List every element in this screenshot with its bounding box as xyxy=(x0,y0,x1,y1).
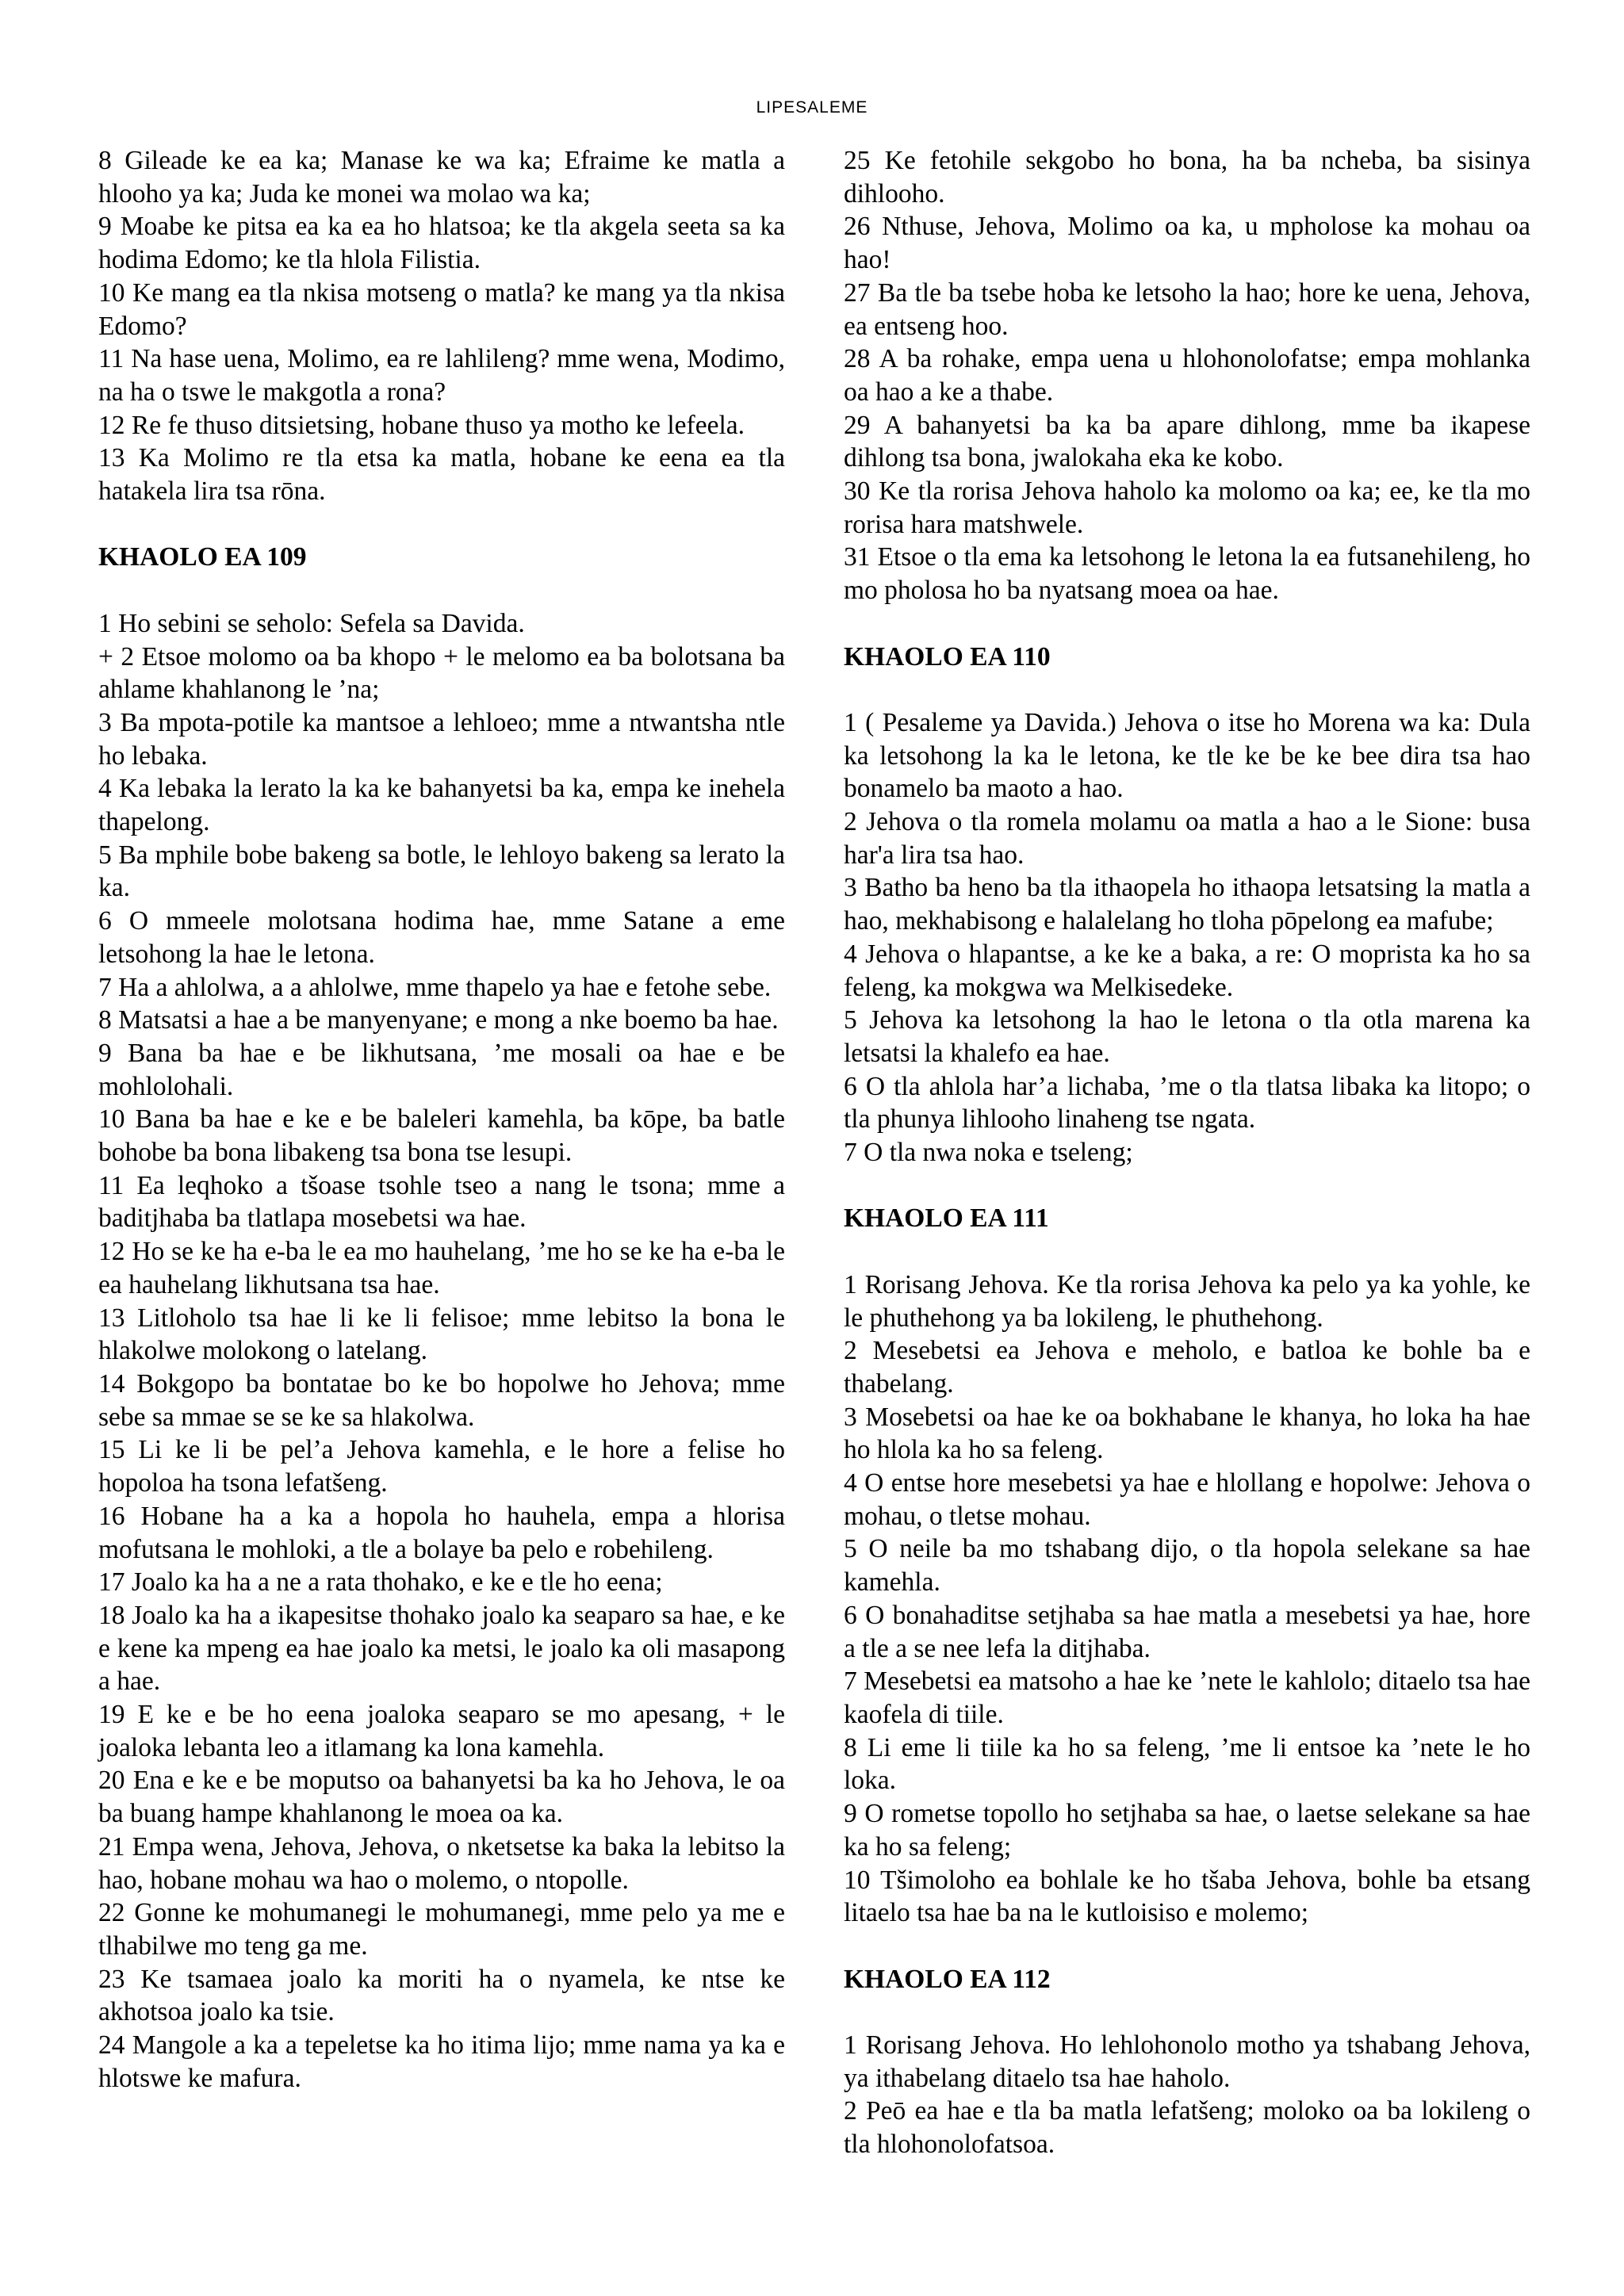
chapter-heading: KHAOLO EA 109 xyxy=(98,542,307,572)
verse: 4 Jehova o hlapantse, a ke ke a baka, a re: O moprista ka ho sa feleng, ka mokgwa wa Melkisedeke. xyxy=(844,939,1530,1002)
verse-list xyxy=(98,607,785,2095)
verse-list xyxy=(844,1269,1530,1930)
verse: 31 Etsoe o tla ema ka letsohong le letona la ea futsanehileng, ho mo pholosa ho ba nyatsang moea oa hae. xyxy=(844,542,1530,606)
verse: 27 Ba tle ba tsebe hoba ke letsoho la hao; hore ke uena, Jehova, ea entseng hoo. xyxy=(844,277,1530,341)
verse: 26 Nthuse, Jehova, Molimo oa ka, u mpholose ka mohau oa hao! xyxy=(844,212,1530,275)
verse: 1 ( Pesaleme ya Davida.) Jehova o itse ho Morena wa ka: Dula ka letsohong la ka le letona, ke tle ke be ke bee dira tsa hao bonamelo ba maoto a hao. xyxy=(844,707,1530,804)
verse: 4 Ka lebaka la lerato la ka ke bahanyetsi ba ka, empa ke inehela thapelong. xyxy=(98,774,785,837)
verse: 7 Mesebetsi ea matsoho a hae ke ’nete le kahlolo; ditaelo tsa hae kaofela di tiile. xyxy=(844,1667,1530,1729)
verse: 10 Ke mang ea tla nkisa motseng o matla? ke mang ya tla nkisa Edomo? xyxy=(98,277,785,341)
verse: 4 O entse hore mesebetsi ya hae e hlollang e hopolwe: Jehova o mohau, o tletse mohau. xyxy=(844,1468,1530,1531)
verse: 15 Li ke li be pel’a Jehova kamehla, e le hore a felise ho hopoloa ha tsona lefatšeng. xyxy=(98,1435,785,1498)
verse: 1 Ho sebini se seholo: Sefela sa Davida. xyxy=(98,608,525,638)
verse: 6 O bonahaditse setjhaba sa hae matla a mesebetsi ya hae, hore a tle a se nee lefa la ditjhaba. xyxy=(844,1600,1530,1663)
verse: 3 Batho ba heno ba tla ithaopela ho ithaopa letsatsing la matla a hao, mekhabisong e halalelang ho tloha pōpelong ea mafube; xyxy=(844,873,1530,936)
verse: 24 Mangole a ka a tepeletse ka ho itima lijo; mme nama ya ka e hlotswe ke mafura. xyxy=(98,2030,785,2093)
verse: 10 Tšimoloho ea bohlale ke ho tšaba Jehova, bohle ba etsang litaelo tsa hae ba na le kutloisiso e molemo; xyxy=(844,1865,1530,1928)
verse-list xyxy=(844,706,1530,1169)
verse: 3 Mosebetsi oa hae ke oa bokhabane le khanya, ho loka ha hae ho hlola ka ho sa feleng. xyxy=(844,1402,1530,1465)
right-column xyxy=(844,144,1530,2161)
verse-list xyxy=(844,2029,1530,2161)
verse: 16 Hobane ha a ka a hopola ho hauhela, empa a hlorisa mofutsana le mohloki, a tle a bolaye ba pelo e robehileng. xyxy=(98,1501,785,1564)
verse: 1 Rorisang Jehova. Ho lehlohonolo motho ya tshabang Jehova, ya ithabelang ditaelo tsa hae haholo. xyxy=(844,2030,1530,2093)
verse: 6 O tla ahlola har’a lichaba, ’me o tla tlatsa libaka ka litopo; o tla phunya lihlooho linaheng tse ngata. xyxy=(844,1071,1530,1135)
verse: 30 Ke tla rorisa Jehova haholo ka molomo oa ka; ee, ke tla mo rorisa hara matshwele. xyxy=(844,476,1530,539)
verse: 5 Ba mphile bobe bakeng sa botle, le lehloyo bakeng sa lerato la ka. xyxy=(98,840,785,903)
verse: 7 O tla nwa noka e tseleng; xyxy=(844,1138,1133,1168)
chapter-heading: KHAOLO EA 110 xyxy=(844,641,1051,672)
verse: 2 Peō ea hae e tla ba matla lefatšeng; moloko oa ba lokileng o tla hlohonolofatsoa. xyxy=(844,2096,1530,2160)
left-column xyxy=(98,144,785,2095)
verse: + 2 Etsoe molomo oa ba khopo + le melomo ea ba bolotsana ba ahlame khahlanong le ’na; xyxy=(98,641,785,705)
verse: 8 Matsatsi a hae a be manyenyane; e mong a nke boemo ba hae. xyxy=(98,1005,779,1035)
verse: 18 Joalo ka ha a ikapesitse thohako joalo ka seaparo sa hae, e ke e kene ka mpeng ea hae joalo ka metsi, le joalo ka oli masapong a hae. xyxy=(98,1600,785,1697)
verse: 6 O mmeele molotsana hodima hae, mme Satane a eme letsohong la hae le letona. xyxy=(98,906,785,969)
verse-list xyxy=(844,144,1530,607)
verse: 8 Li eme li tiile ka ho sa feleng, ’me li entsoe ka ’nete le ho loka. xyxy=(844,1732,1530,1796)
verse: 11 Ea leqhoko a tšoase tsohle tseo a nang le tsona; mme a baditjhaba ba tlatlapa mosebetsi wa hae. xyxy=(98,1170,785,1234)
verse: 11 Na hase uena, Molimo, ea re lahlileng? mme wena, Modimo, na ha o tswe le makgotla a rona? xyxy=(98,344,785,407)
verse: 9 Moabe ke pitsa ea ka ea ho hlatsoa; ke tla akgela seeta sa ka hodima Edomo; ke tla hlola Filistia. xyxy=(98,212,785,275)
verse: 23 Ke tsamaea joalo ka moriti ha o nyamela, ke ntse ke akhotsoa joalo ka tsie. xyxy=(98,1964,785,2027)
verse: 29 A bahanyetsi ba ka ba apare dihlong, mme ba ikapese dihlong tsa bona, jwalokaha eka ke kobo. xyxy=(844,410,1530,473)
verse: 13 Ka Molimo re tla etsa ka matla, hobane ke eena ea tla hatakela lira tsa rōna. xyxy=(98,443,785,507)
verse: 2 Mesebetsi ea Jehova e meholo, e batloa ke bohle ba e thabelang. xyxy=(844,1336,1530,1399)
verse: 3 Ba mpota-potile ka mantsoe a lehloeo; mme a ntwantsha ntle ho lebaka. xyxy=(98,707,785,771)
verse: 12 Re fe thuso ditsietsing, hobane thuso ya motho ke lefeela. xyxy=(98,410,745,440)
verse: 7 Ha a ahlolwa, a a ahlolwe, mme thapelo ya hae e fetohe sebe. xyxy=(98,972,772,1002)
verse: 10 Bana ba hae e ke e be baleleri kamehla, ba kōpe, ba batle bohobe ba bona libakeng tsa bona tse lesupi. xyxy=(98,1104,785,1168)
running-head: LIPESALEME xyxy=(756,98,868,117)
verse: 2 Jehova o tla romela molamu oa matla a hao a le Sione: busa har'a lira tsa hao. xyxy=(844,807,1530,870)
verse-list xyxy=(98,144,785,508)
verse: 12 Ho se ke ha e-ba le ea mo hauhelang, ’me ho se ke ha e-ba le ea hauhelang likhutsana tsa hae. xyxy=(98,1237,785,1299)
verse: 8 Gileade ke ea ka; Manase ke wa ka; Efraime ke matla a hlooho ya ka; Juda ke monei wa molao wa ka; xyxy=(98,146,785,209)
verse: 9 Bana ba hae e be likhutsana, ’me mosali oa hae e be mohlolohali. xyxy=(98,1038,785,1101)
verse: 20 Ena e ke e be moputso oa bahanyetsi ba ka ho Jehova, le oa ba buang hampe khahlanong le moea oa ka. xyxy=(98,1766,785,1829)
verse: 25 Ke fetohile sekgobo ho bona, ha ba ncheba, ba sisinya dihlooho. xyxy=(844,146,1530,209)
verse: 9 O rometse topollo ho setjhaba sa hae, o laetse selekane sa hae ka ho sa feleng; xyxy=(844,1799,1530,1862)
verse: 14 Bokgopo ba bontatae bo ke bo hopolwe ho Jehova; mme sebe sa mmae se se ke sa hlakolwa. xyxy=(98,1368,785,1432)
verse: 21 Empa wena, Jehova, Jehova, o nketsetse ka baka la lebitso la hao, hobane mohau wa hao o molemo, o ntopolle. xyxy=(98,1831,785,1895)
verse: 5 Jehova ka letsohong la hao le letona o tla otla marena ka letsatsi la khalefo ea hae. xyxy=(844,1005,1530,1068)
verse: 5 O neile ba mo tshabang dijo, o tla hopola selekane sa hae kamehla. xyxy=(844,1534,1530,1598)
verse: 13 Litloholo tsa hae li ke li felisoe; mme lebitso la bona le hlakolwe molokong o latelang. xyxy=(98,1303,785,1366)
chapter-heading: KHAOLO EA 112 xyxy=(844,1964,1051,1994)
verse: 17 Joalo ka ha a ne a rata thohako, e ke e tle ho eena; xyxy=(98,1567,663,1598)
verse: 22 Gonne ke mohumanegi le mohumanegi, mme pelo ya me e tlhabilwe mo teng ga me. xyxy=(98,1898,785,1961)
verse: 19 E ke e be ho eena joaloka seaparo se mo apesang, + le joaloka lebanta leo a itlamang ka lona kamehla. xyxy=(98,1700,785,1762)
chapter-heading: KHAOLO EA 111 xyxy=(844,1203,1049,1234)
verse: 28 A ba rohake, empa uena u hlohonolofatse; empa mohlanka oa hao a ke a thabe. xyxy=(844,344,1530,407)
verse: 1 Rorisang Jehova. Ke tla rorisa Jehova ka pelo ya ka yohle, ke le phuthehong ya ba lokileng, le phuthehong. xyxy=(844,1269,1530,1333)
